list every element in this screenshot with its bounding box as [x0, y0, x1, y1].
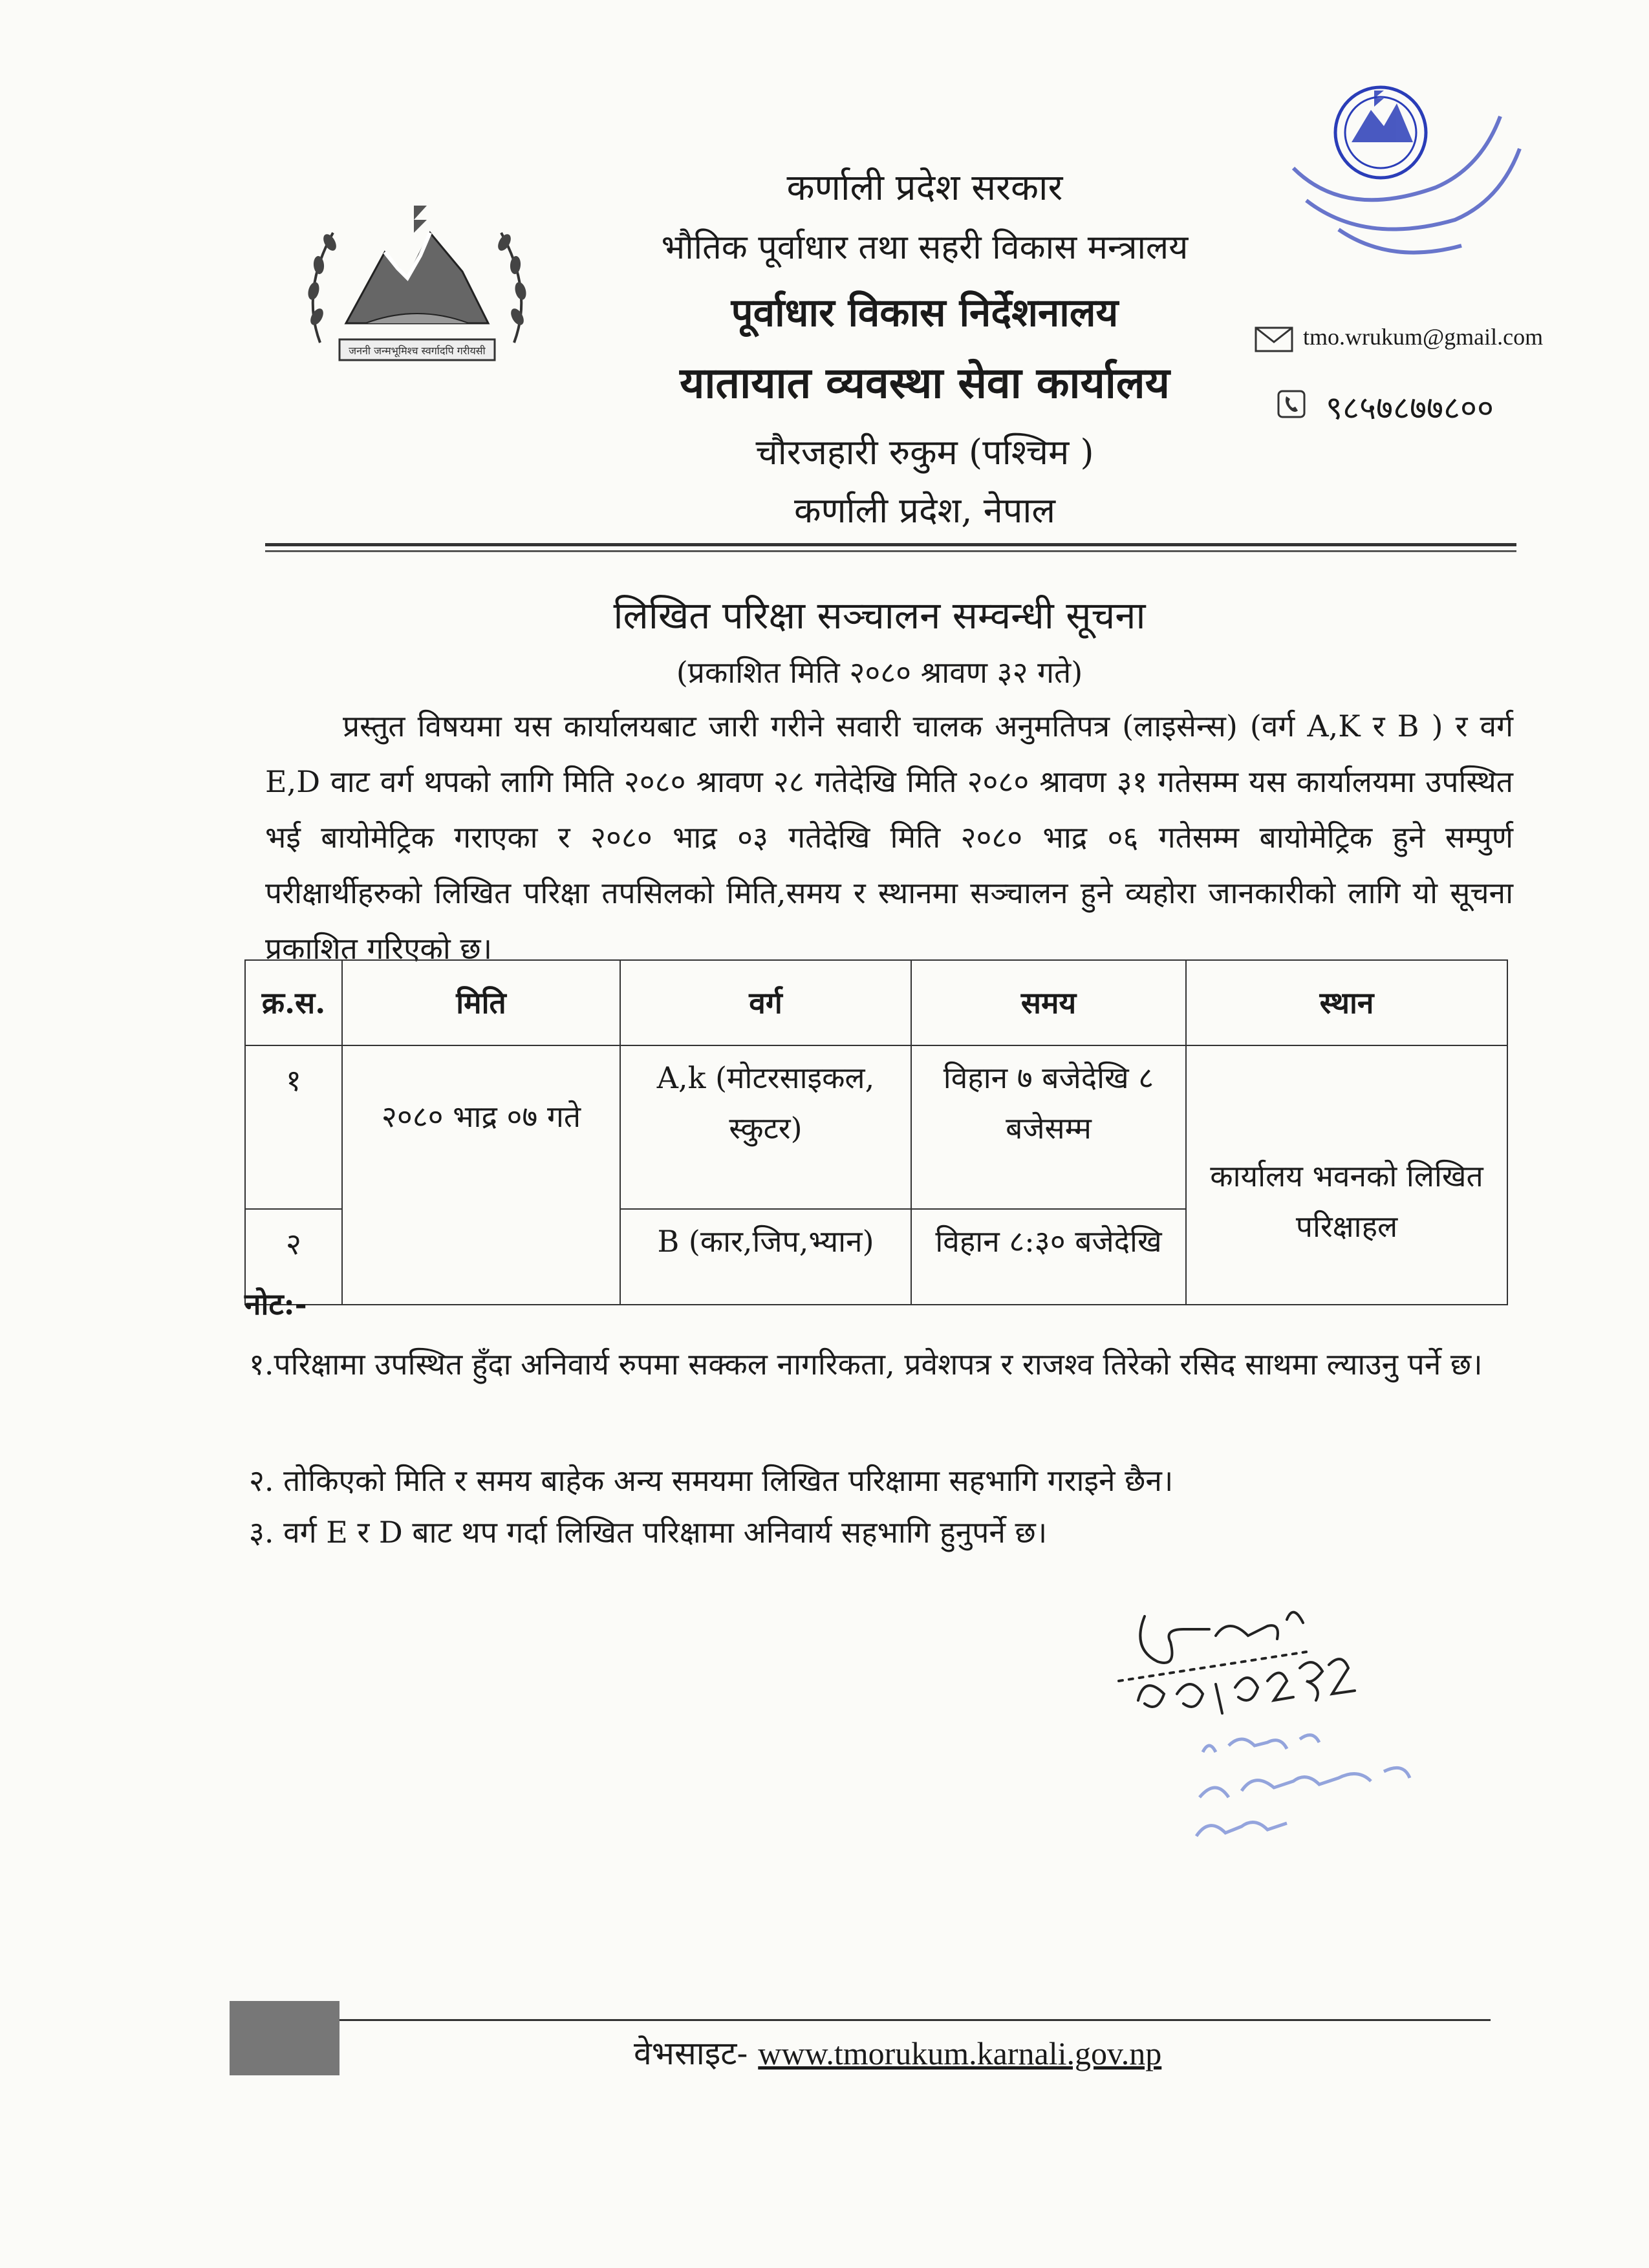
- row-category: A,k (मोटरसाइकल, स्कुटर): [620, 1045, 911, 1209]
- note-item: १.परिक्षामा उपस्थित हुँदा अनिवार्य रुपमा सक्कल नागरिकता, प्रवेशपत्र र राजश्व तिरेको रसिद साथमा ल्याउनु पर्ने छ।: [249, 1347, 1483, 1382]
- exam-schedule-table: [244, 959, 1508, 1305]
- row-sn: १: [245, 1045, 342, 1209]
- contact-email: tmo.wrukum@gmail.com: [1303, 324, 1544, 350]
- nepal-emblem-icon: [294, 194, 540, 381]
- header-divider-thin: [265, 550, 1516, 552]
- header-province-govt: कर्णाली प्रदेश सरकार: [786, 167, 1063, 209]
- website-link[interactable]: www.tmorukum.karnali.gov.np: [758, 2035, 1162, 2071]
- row-time: विहान ७ बजेदेखि ८ बजेसम्म: [911, 1045, 1186, 1209]
- phone-icon: [1277, 390, 1306, 418]
- header-directorate: पूर्वाधार विकास निर्देशनालय: [731, 290, 1119, 336]
- header-province-country: कर्णाली प्रदेश, नेपाल: [794, 490, 1055, 531]
- footer-website: [634, 2030, 1161, 2074]
- note-item: ३. वर्ग E र D बाट थप गर्दा लिखित परिक्षामा अनिवार्य सहभागि हुनुपर्ने छ।: [249, 1515, 1048, 1550]
- row-category: B (कार,जिप,भ्यान): [620, 1209, 911, 1305]
- official-seal-icon: [1190, 1726, 1500, 1940]
- notice-title: लिखित परिक्षा सञ्चालन सम्वन्धी सूचना: [613, 594, 1146, 637]
- row-date: २०८० भाद्र ०७ गते: [342, 1045, 620, 1305]
- row-time: विहान ८:३० बजेदेखि: [911, 1209, 1186, 1305]
- emblem-caption: जननी जन्मभूमिश्च स्वर्गादपि गरीयसी: [349, 345, 486, 357]
- col-header-category: वर्ग: [620, 960, 911, 1045]
- header-divider: [265, 543, 1516, 546]
- header-ministry: भौतिक पूर्वाधार तथा सहरी विकास मन्त्रालय: [661, 228, 1189, 267]
- notice-published-date: (प्रकाशित मिति २०८० श्रावण ३२ गते): [676, 655, 1083, 690]
- header-location: चौरजहारी रुकुम (पश्चिम ): [755, 432, 1094, 473]
- note-item: २. तोकिएको मिति र समय बाहेक अन्य समयमा लिखित परिक्षामा सहभागि गराइने छैन।: [249, 1463, 1174, 1498]
- envelope-icon: [1255, 326, 1293, 352]
- col-header-time: समय: [911, 960, 1186, 1045]
- col-header-venue: स्थान: [1186, 960, 1507, 1045]
- table-header-row: [245, 960, 1507, 1045]
- row-venue: कार्यालय भवनको लिखित परिक्षाहल: [1186, 1045, 1507, 1305]
- header-office-name: यातायात व्यवस्था सेवा कार्यालय: [680, 358, 1170, 408]
- table-row: [245, 1045, 1507, 1209]
- office-stamp-icon: [1267, 71, 1539, 317]
- row-sn: २: [245, 1209, 342, 1305]
- footer-block: [230, 2001, 339, 2075]
- contact-phone: ९८५७८७७८००: [1326, 389, 1494, 427]
- footer-divider: [339, 2019, 1491, 2021]
- website-label: वेभसाइट-: [634, 2035, 748, 2072]
- notes-heading: नोट:-: [244, 1287, 307, 1321]
- col-header-date: मिति: [342, 960, 620, 1045]
- notice-body: [265, 698, 1513, 976]
- notice-body-paragraph: प्रस्तुत विषयमा यस कार्यालयबाट जारी गरीने सवारी चालक अनुमतिपत्र (लाइसेन्स) (वर्ग A,K र B ) र वर्ग E,D वाट वर्ग थपको लागि मिति २०८० श्रावण २८ गतेदेखि मिति २०८० श्रावण ३१ गतेसम्म यस कार्यालयमा उपस्थित भई बायोमेट्रिक गराएका र २०८० भाद्र ०३ गतेदेखि मिति २०८० भाद्र ०६ गतेसम्म बायोमेट्रिक हुने सम्पुर्ण परीक्षार्थीहरुको लिखित परिक्षा तपसिलको मिति,समय र स्थानमा सञ्चालन हुने व्यहोरा जानकारीको लागि यो सूचना प्रकाशित गरिएको छ।: [265, 709, 1513, 966]
- col-header-sn: क्र.स.: [245, 960, 342, 1045]
